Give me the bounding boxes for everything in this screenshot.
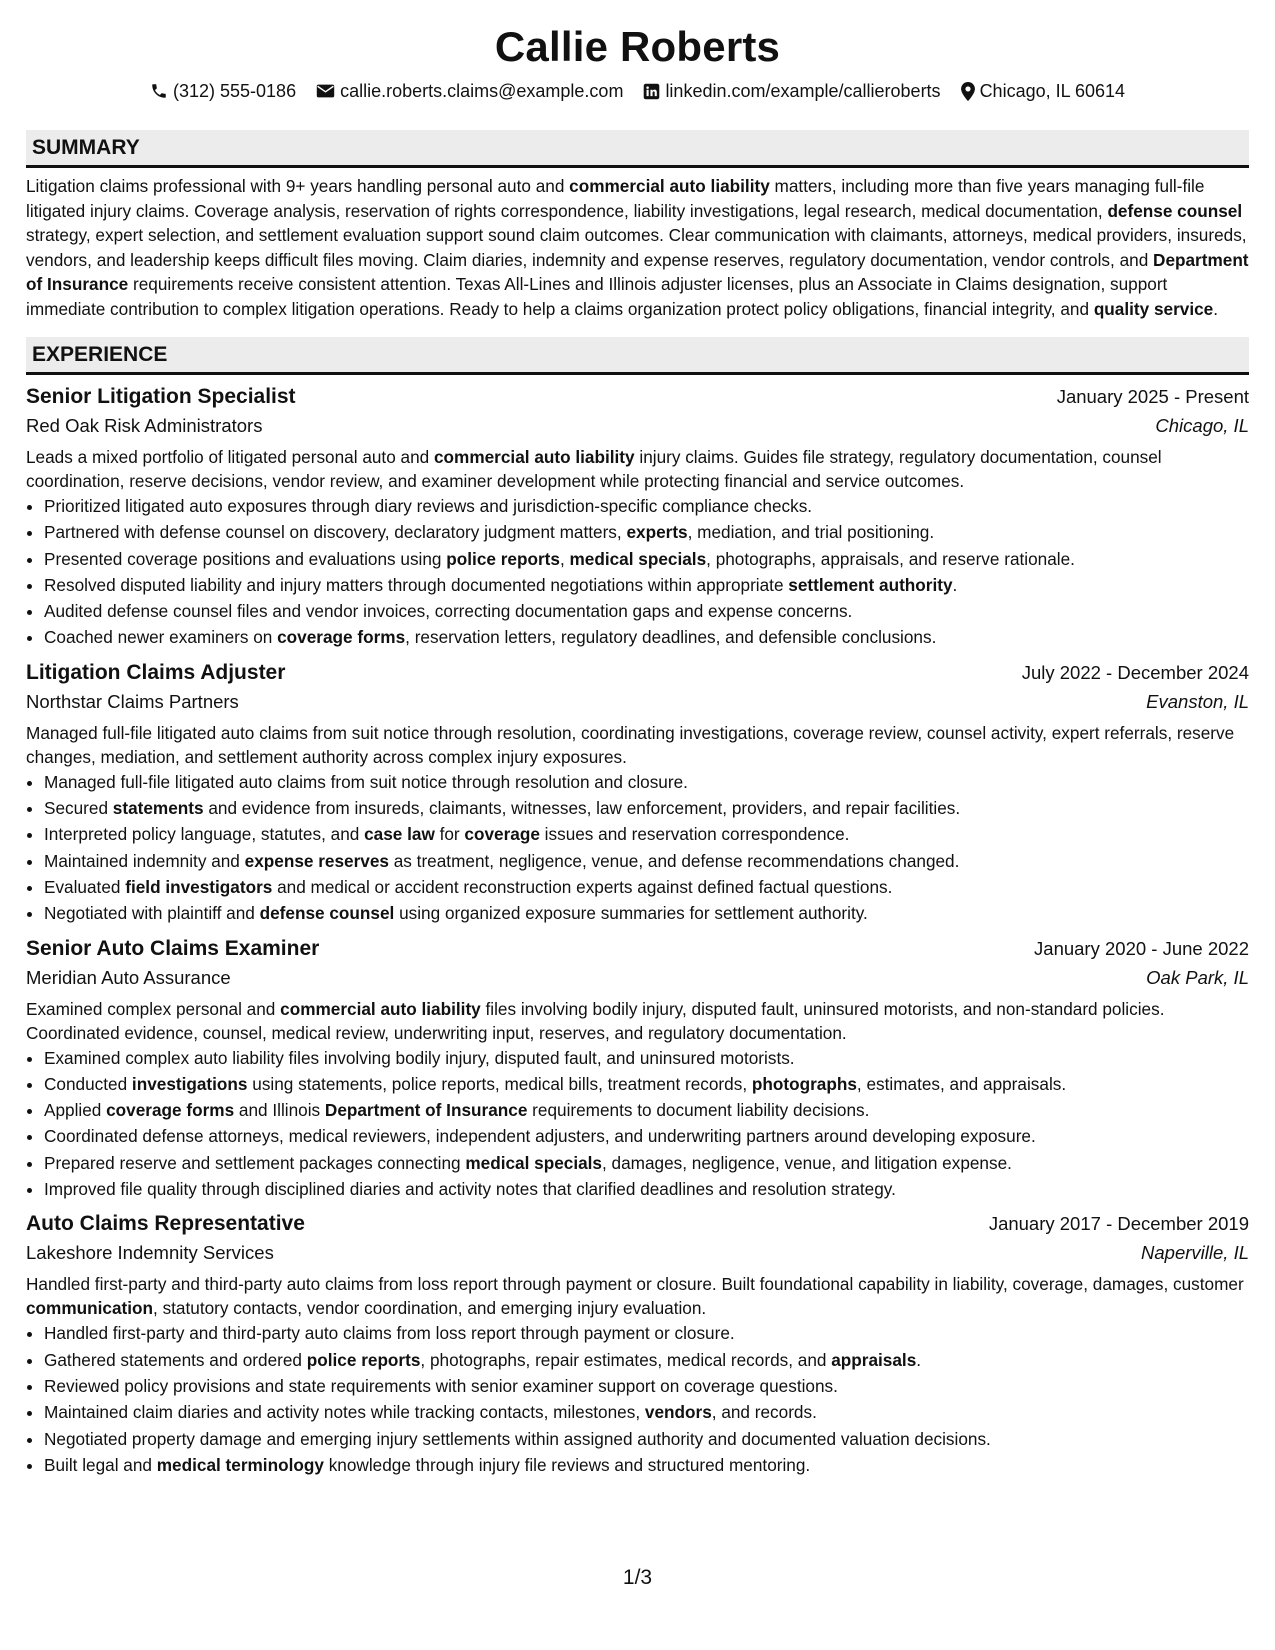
- job-entry: [26, 383, 1249, 651]
- job-entry: [26, 659, 1249, 927]
- job-entry: [26, 1210, 1249, 1478]
- bullet-item: • Applied coverage forms and Illinois Department of Insurance requirements to document liability decisions.: [44, 1097, 1249, 1123]
- job-header: [26, 659, 1249, 687]
- job-title: Senior Auto Claims Examiner: [26, 936, 320, 960]
- job-subheader: [26, 687, 1249, 717]
- job-title: Senior Litigation Specialist: [26, 385, 296, 408]
- job-dates: January 2020 - June 2022: [1034, 937, 1249, 959]
- job-bullets: [26, 769, 1249, 927]
- job-company: Red Oak Risk Administrators: [26, 415, 263, 436]
- contact-location: [961, 78, 1125, 104]
- job-summary: Managed full-file litigated auto claims from suit notice through resolution, coordinating investigations, coverage review, counsel activity, expert referrals, reserve changes, mediation, and settlement authority across complex injury exposures.: [26, 722, 1235, 767]
- linkedin-icon: [643, 83, 660, 100]
- email-text: callie.roberts.claims@example.com: [340, 81, 624, 101]
- linkedin-text: linkedin.com/example/callieroberts: [665, 81, 941, 101]
- job-company: Lakeshore Indemnity Services: [26, 1242, 274, 1264]
- bullet-item: • Gathered statements and ordered police reports, photographs, repair estimates, medical records, and appraisals.: [44, 1347, 1249, 1373]
- job-location: Naperville, IL: [1141, 1242, 1249, 1264]
- job-summary: Examined complex personal and commercial auto liability files involving bodily injury, disputed fault, uninsured motorists, and non-standard policies. Coordinated evidence, counsel, medical review, underwriting input, reserves, and regulatory documentation.: [26, 998, 1165, 1043]
- job-dates: January 2017 - December 2019: [988, 1213, 1249, 1235]
- summary-paragraph: Litigation claims professional with 9+ years handling personal auto and commercial auto liability matters, including more than five years managing full-file litigated injury claims. Coverage analysis, reservation of rights correspondence, liability investigations, legal research, medical documentation, defense counsel strategy, expert selection, and settlement evaluation support sound claim outcomes. Clear communication with claimants, attorneys, medical providers, insureds, vendors, and leadership keeps difficult files moving. Claim diaries, indemnity and expense reserves, regulatory documentation, vendor controls, and Department of Insurance requirements receive consistent attention. Texas All-Lines and Illinois adjuster licenses, plus an Associate in Claims designation, support immediate contribution to complex litigation operations. Ready to help a claims organization protect policy obligations, financial integrity, and quality service.: [26, 176, 1249, 319]
- job-summary: Leads a mixed portfolio of litigated personal auto and commercial auto liability injury claims. Guides file strategy, regulatory documentation, counsel coordination, reserve decisions, vendor review, and examiner development while protecting financial and service outcomes.: [26, 447, 1162, 491]
- job-summary: Handled first-party and third-party auto claims from loss report through payment or closure. Built foundational capability in liability, coverage, damages, customer communication, statutory contacts, vendor coordination, and emerging injury evaluation.: [26, 1274, 1244, 1319]
- phone-text: (312) 555-0186: [172, 81, 297, 101]
- job-dates: July 2022 - December 2024: [1021, 661, 1249, 683]
- bullet-item: • Resolved disputed liability and injury matters through documented negotiations within appropriate settlement authority.: [44, 572, 1249, 598]
- contact-bar: [26, 78, 1249, 104]
- bullet-item: • Prepared reserve and settlement packages connecting medical specials, damages, negligence, venue, and litigation expense.: [44, 1150, 1249, 1176]
- bullet-item: • Presented coverage positions and evaluations using police reports, medical specials, photographs, appraisals, and reserve rationale.: [44, 546, 1249, 572]
- job-subheader: [26, 411, 1249, 441]
- bullet-item: • Partnered with defense counsel on discovery, declaratory judgment matters, experts, mediation, and trial positioning.: [44, 519, 1249, 545]
- job-title: Litigation Claims Adjuster: [26, 660, 286, 684]
- phone-icon: [150, 82, 168, 100]
- envelope-icon: [316, 83, 335, 99]
- bullet-item: • Negotiated with plaintiff and defense counsel using organized exposure summaries for settlement authority.: [44, 900, 1249, 926]
- experience-heading: EXPERIENCE: [26, 337, 1249, 375]
- job-bullets: [26, 1320, 1249, 1478]
- job-company: Northstar Claims Partners: [26, 690, 239, 712]
- candidate-name: Callie Roberts: [494, 23, 781, 70]
- bullet-item: • Examined complex auto liability files involving bodily injury, disputed fault, and uninsured motorists.: [44, 1045, 1249, 1071]
- bullet-item: • Prioritized litigated auto exposures through diary reviews and jurisdiction-specific compliance checks.: [44, 493, 1249, 519]
- bullet-item: • Maintained indemnity and expense reserves as treatment, negligence, venue, and defense recommendations changed.: [44, 848, 1249, 874]
- map-pin-icon: [961, 82, 975, 101]
- bullet-item: • Negotiated property damage and emerging injury settlements within assigned authority and documented valuation decisions.: [44, 1426, 1249, 1452]
- experience-list: [26, 383, 1249, 1478]
- bullet-item: • Built legal and medical terminology knowledge through injury file reviews and structured mentoring.: [44, 1452, 1249, 1478]
- bullet-item: • Coordinated defense attorneys, medical reviewers, independent adjusters, and underwriting partners around developing exposure.: [44, 1123, 1249, 1149]
- job-header: [26, 1210, 1249, 1238]
- job-location: Evanston, IL: [1146, 690, 1249, 712]
- contact-linkedin[interactable]: [643, 78, 940, 104]
- bullet-item: • Audited defense counsel files and vendor invoices, correcting documentation gaps and expense concerns.: [44, 598, 1249, 624]
- bullet-item: • Secured statements and evidence from insureds, claimants, witnesses, law enforcement, providers, and repair facilities.: [44, 795, 1249, 821]
- job-subheader: [26, 1238, 1249, 1268]
- contact-phone[interactable]: [150, 78, 296, 104]
- job-header: [26, 383, 1249, 411]
- contact-email[interactable]: [316, 78, 623, 104]
- job-entry: [26, 935, 1249, 1203]
- summary-heading: SUMMARY: [26, 130, 1249, 168]
- job-bullets: [26, 1045, 1249, 1203]
- job-location: Oak Park, IL: [1146, 966, 1249, 988]
- job-bullets: [26, 493, 1249, 651]
- job-subheader: [26, 963, 1249, 993]
- bullet-item: • Conducted investigations using statements, police reports, medical bills, treatment records, photographs, estimates, and appraisals.: [44, 1071, 1249, 1097]
- bullet-item: • Interpreted policy language, statutes, and case law for coverage issues and reservation correspondence.: [44, 821, 1249, 847]
- location-text: Chicago, IL 60614: [979, 81, 1126, 101]
- bullet-item: • Evaluated field investigators and medical or accident reconstruction experts against defined factual questions.: [44, 874, 1249, 900]
- job-company: Meridian Auto Assurance: [26, 966, 231, 988]
- bullet-item: • Maintained claim diaries and activity notes while tracking contacts, milestones, vendors, and records.: [44, 1399, 1249, 1425]
- bullet-item: • Improved file quality through disciplined diaries and activity notes that clarified deadlines and resolution strategy.: [44, 1176, 1249, 1202]
- bullet-item: • Handled first-party and third-party auto claims from loss report through payment or closure.: [44, 1320, 1249, 1346]
- job-dates: January 2025 - Present: [1056, 386, 1249, 407]
- job-title: Auto Claims Representative: [26, 1212, 305, 1236]
- resume-page: [26, 20, 1249, 1478]
- bullet-item: • Reviewed policy provisions and state requirements with senior examiner support on coverage questions.: [44, 1373, 1249, 1399]
- bullet-item: • Managed full-file litigated auto claims from suit notice through resolution and closure.: [44, 769, 1249, 795]
- job-header: [26, 935, 1249, 963]
- job-location: Chicago, IL: [1155, 415, 1249, 436]
- page-number: 1/3: [622, 1566, 653, 1589]
- bullet-item: • Coached newer examiners on coverage forms, reservation letters, regulatory deadlines, and defensible conclusions.: [44, 624, 1249, 650]
